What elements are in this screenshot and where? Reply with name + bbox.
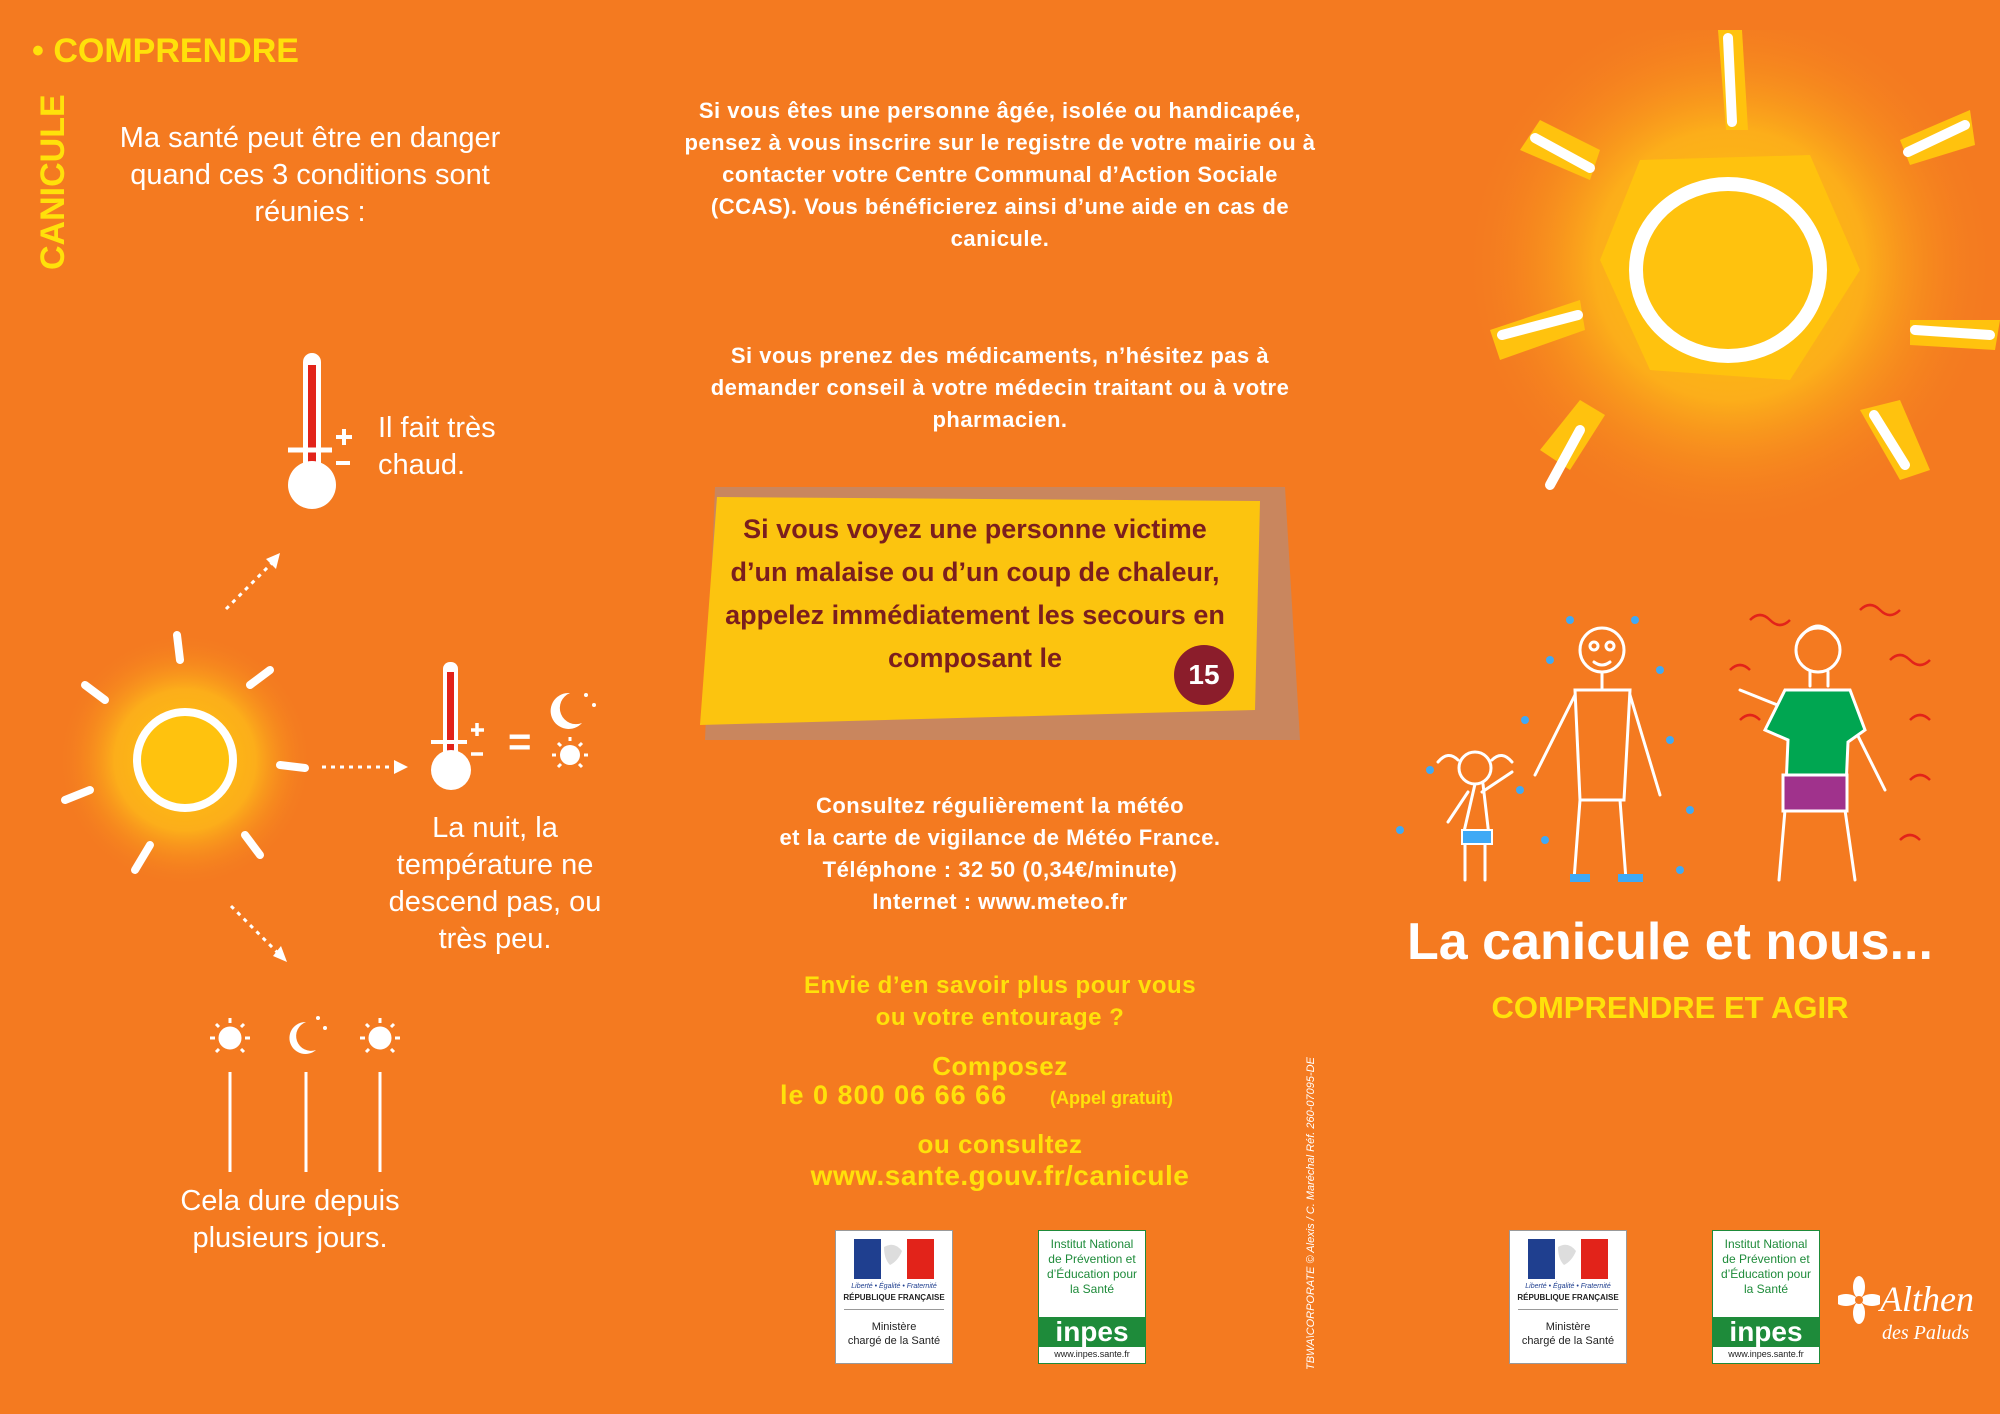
arrow-right-icon [320,755,410,779]
condition-night: La nuit, la température ne descend pas, ou très peu. [388,812,602,955]
main-subtitle: COMPRENDRE ET AGIR [1491,990,1849,1025]
credit-text: TBWA\CORPORATE © Alexis / C. Maréchal Réf. 260-07095-DE [1305,1057,1317,1370]
inpes-logo-right [1712,1230,1820,1364]
sun-right-icon [1430,30,2000,550]
main-title: La canicule et nous... [1407,913,1933,971]
ministry-line-1: Ministère [871,1321,917,1333]
inpes-brand: inpes [1713,1317,1819,1347]
arrow-down-icon [225,900,295,970]
intro-text: Ma santé peut être en danger quand ces 3 conditions sont réunies : [119,122,501,228]
side-label [18,90,78,280]
days-timeline-icon [200,1010,415,1175]
alert-text: Si vous voyez une personne victime d’un malaise ou d’un coup de chaleur, appelez immédiatement les secours en composant le [725,514,1225,673]
inpes-url: www.inpes.sante.fr [1054,1349,1130,1359]
republique-logo [835,1230,953,1364]
meteo-website[interactable]: Internet : www.meteo.fr [872,889,1128,914]
sun-left-icon [55,630,315,890]
credit-line [1295,1030,1315,1370]
people-illustration [1370,580,1970,910]
ministry-line-1: Ministère [1545,1321,1591,1333]
thermometer-night-icon [415,658,495,798]
meteo-phone: Téléphone : 32 50 (0,34€/minute) [822,857,1178,882]
marianne-flag-icon [854,1239,934,1279]
althen-flower-icon [1838,1275,1880,1325]
rf-motto: Liberté • Égalité • Fraternité [851,1283,937,1290]
ministry-line-2: chargé de la Santé [847,1335,941,1347]
info-question-1: Envie d’en savoir plus pour vous [803,972,1197,999]
rf-name: RÉPUBLIQUE FRANÇAISE [1517,1293,1619,1302]
website-link[interactable]: www.sante.gouv.fr/canicule [810,1160,1190,1191]
inpes-logo [1038,1230,1146,1364]
inpes-url: www.inpes.sante.fr [1728,1349,1804,1359]
side-label-text: CANICULE [34,94,72,270]
inpes-text: Institut National de Prévention et d’Éducation pour la Santé [1720,1237,1812,1296]
althen-sub: des Paluds [1882,1322,1970,1344]
thermometer-hot-icon [270,345,360,520]
free-call-note: (Appel gratuit) [1050,1088,1173,1108]
or-consult-label: ou consultez [917,1129,1083,1159]
medication-paragraph: Si vous prenez des médicaments, n’hésitez pas à demander conseil à votre médecin traitant ou à votre pharmacien. [710,343,1290,432]
rf-motto: Liberté • Égalité • Fraternité [1525,1283,1611,1290]
meteo-line-2: et la carte de vigilance de Météo France. [779,825,1221,850]
ministry-line-2: chargé de la Santé [1521,1335,1615,1347]
meteo-line-1: Consultez régulièrement la météo [815,793,1185,818]
moon-sun-icon [542,685,602,780]
section-title: • COMPRENDRE [32,32,299,70]
marianne-flag-icon [1528,1239,1608,1279]
inpes-text: Institut National de Prévention et d’Éducation pour la Santé [1046,1237,1138,1296]
althen-name: Althen [1880,1279,1974,1319]
info-question-2: ou votre entourage ? [875,1004,1125,1031]
arrow-up-icon [220,545,290,615]
condition-days: Cela dure depuis plusieurs jours. [180,1185,400,1254]
compose-label: Composez [932,1051,1068,1081]
rf-name: RÉPUBLIQUE FRANÇAISE [843,1293,945,1302]
equals-sign: = [508,720,532,764]
register-paragraph: Si vous êtes une personne âgée, isolée ou handicapée, pensez à vous inscrire sur le registre de votre mairie ou à contacter votre Centre Communal d’Action Sociale (CCAS). Vous bénéficierez ainsi d’une aide en cas de canicule. [684,98,1316,251]
emergency-number-badge: 15 [1174,645,1234,705]
condition-hot: Il fait très chaud. [378,412,496,481]
inpes-brand: inpes [1039,1317,1145,1347]
phone-number[interactable]: le 0 800 06 66 66 [780,1080,1008,1110]
republique-logo-right [1509,1230,1627,1364]
